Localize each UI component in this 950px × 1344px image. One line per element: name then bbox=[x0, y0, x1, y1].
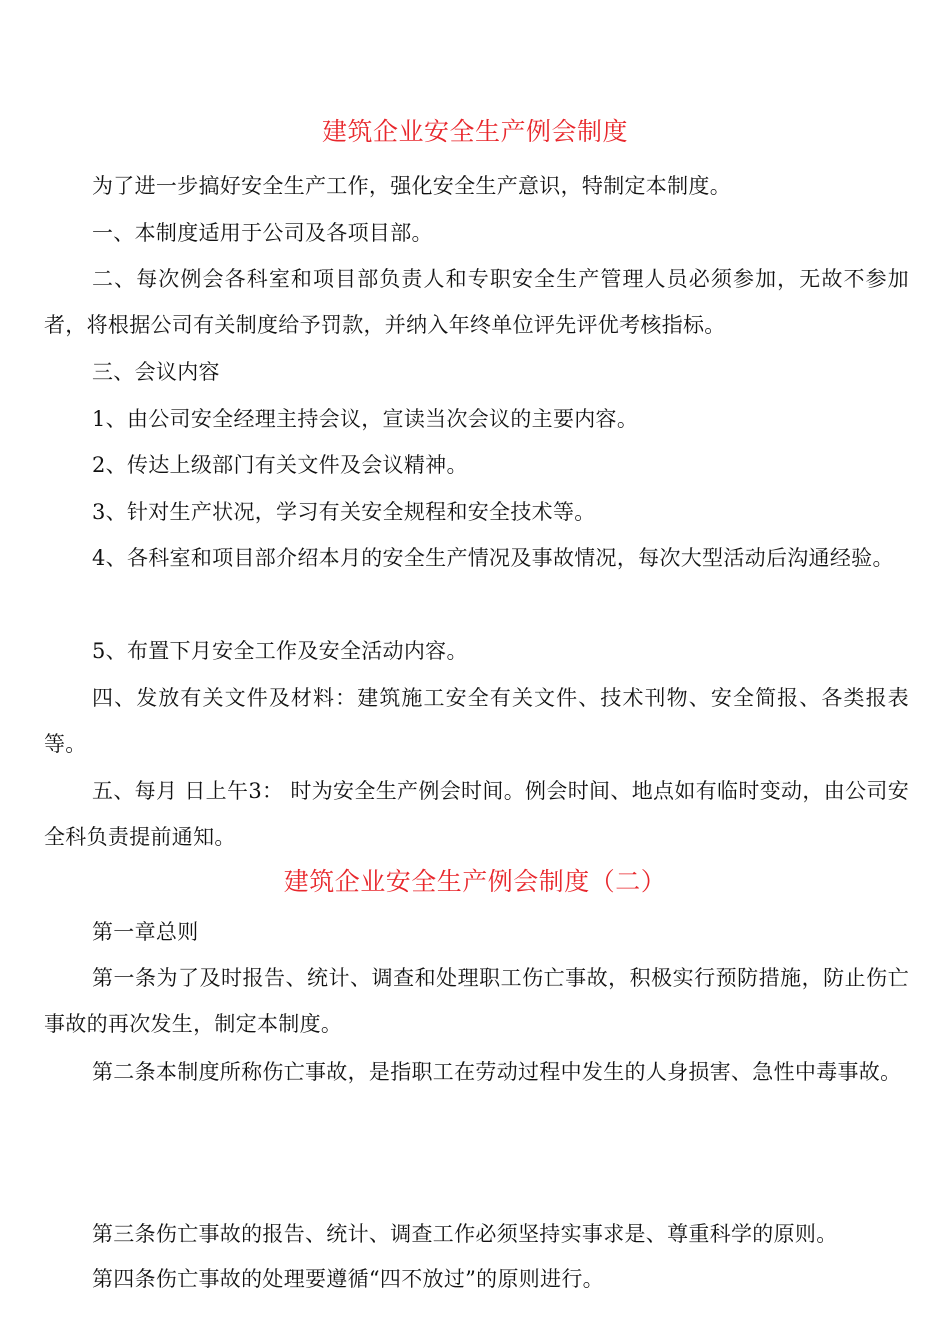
paragraph-article-3: 第三条伤亡事故的报告、统计、调查工作必须坚持实事求是、尊重科学的原则。 bbox=[92, 1222, 838, 1246]
paragraph-intro: 为了进一步搞好安全生产工作，强化安全生产意识，特制定本制度。 bbox=[92, 174, 731, 198]
paragraph-item-1: 1、由公司安全经理主持会议，宣读当次会议的主要内容。 bbox=[92, 407, 639, 431]
paragraph-item-5: 5、布置下月安全工作及安全活动内容。 bbox=[92, 639, 468, 663]
paragraph-clause-4: 四、发放有关文件及材料：建筑施工安全有关文件、技术刊物、安全简报、各类报表等。 bbox=[44, 686, 909, 756]
paragraph-chapter-1: 第一章总则 bbox=[92, 920, 199, 944]
paragraph-clause-1: 一、本制度适用于公司及各项目部。 bbox=[92, 221, 433, 245]
document-title: 建筑企业安全生产例会制度 bbox=[321, 117, 628, 146]
paragraph-item-2: 2、传达上级部门有关文件及会议精神。 bbox=[92, 453, 468, 477]
paragraph-clause-5: 五、每月 日上午3： 时为安全生产例会时间。例会时间、地点如有临时变动，由公司安全科负责提前通知。 bbox=[44, 779, 909, 849]
paragraph-article-2: 第二条本制度所称伤亡事故，是指职工在劳动过程中发生的人身损害、急性中毒事故。 bbox=[92, 1060, 902, 1084]
paragraph-clause-3-heading: 三、会议内容 bbox=[92, 360, 220, 384]
paragraph-article-1: 第一条为了及时报告、统计、调查和处理职工伤亡事故，积极实行预防措施，防止伤亡事故的再次发生，制定本制度。 bbox=[44, 966, 909, 1036]
paragraph-article-4: 第四条伤亡事故的处理要遵循“四不放过”的原则进行。 bbox=[92, 1267, 604, 1291]
paragraph-clause-2: 二、每次例会各科室和项目部负责人和专职安全生产管理人员必须参加，无故不参加者，将根据公司有关制度给予罚款，并纳入年终单位评先评优考核指标。 bbox=[44, 267, 909, 337]
paragraph-item-4: 4、各科室和项目部介绍本月的安全生产情况及事故情况，每次大型活动后沟通经验。 bbox=[92, 546, 894, 570]
paragraph-item-3: 3、针对生产状况，学习有关安全规程和安全技术等。 bbox=[92, 500, 596, 524]
document-subtitle: 建筑企业安全生产例会制度（二） bbox=[283, 867, 667, 896]
